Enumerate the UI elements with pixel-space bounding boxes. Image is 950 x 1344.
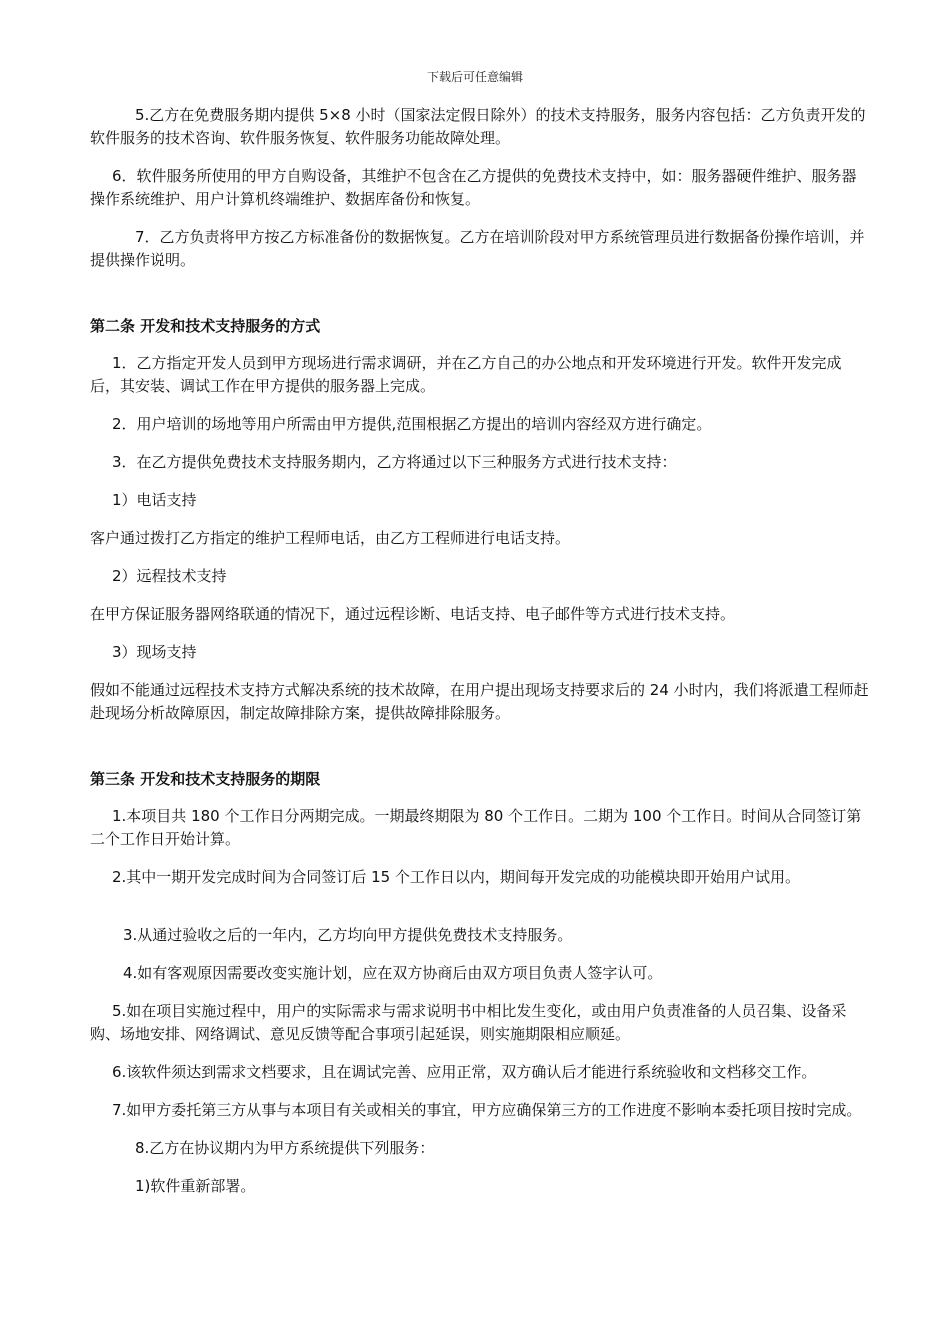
page-header: 下载后可任意编辑 <box>426 70 523 84</box>
section-3-item-6: 6.该软件须达到需求文档要求，且在调试完善、应用正常，双方确认后才能进行系统验收和文档移交工作。 <box>112 1063 817 1081</box>
remote-support-text: 在甲方保证服务器网络联通的情况下，通过远程诊断、电话支持、电子邮件等方式进行技术支持。 <box>90 605 736 623</box>
section-2-item-3: 3．在乙方提供免费技术支持服务期内，乙方将通过以下三种服务方式进行技术支持： <box>112 453 677 471</box>
section-3-item-7: 7.如甲方委托第三方从事与本项目有关或相关的事宜，甲方应确保第三方的工作进度不影响本委托项目按时完成。 <box>112 1101 862 1119</box>
section-3-item-8: 8.乙方在协议期内为甲方系统提供下列服务： <box>135 1139 435 1157</box>
section-2-item-2: 2．用户培训的场地等用户所需由甲方提供,范围根据乙方提出的培训内容经双方进行确定。 <box>112 415 712 433</box>
document-body <box>90 104 870 1213</box>
spacer <box>90 904 870 924</box>
paragraph-6: 6．软件服务所使用的甲方自购设备，其维护不包含在乙方提供的免费技术支持中，如：服务器硬件维护、服务器操作系统维护、用户计算机终端维护、数据库备份和恢复。 <box>90 167 857 208</box>
paragraph-5: 5.乙方在免费服务期内提供 5×8 小时（国家法定假日除外）的技术支持服务，服务内容包括：乙方负责开发的软件服务的技术咨询、软件服务恢复、软件服务功能故障处理。 <box>90 106 866 147</box>
onsite-support-title: 3）现场支持 <box>112 643 197 661</box>
section-2-item-1: 1．乙方指定开发人员到甲方现场进行需求调研，并在乙方自己的办公地点和开发环境进行开发。软件开发完成后，其安装、调试工作在甲方提供的服务器上完成。 <box>90 354 842 395</box>
remote-support-title: 2）远程技术支持 <box>112 567 227 585</box>
section-3-item-3: 3.从通过验收之后的一年内，乙方均向甲方提供免费技术支持服务。 <box>123 926 573 944</box>
onsite-support-text: 假如不能通过远程技术支持方式解决系统的技术故障，在用户提出现场支持要求后的 24 小时内，我们将派遣工程师赶赴现场分析故障原因，制定故障排除方案，提供故障排除服务。 <box>90 681 869 722</box>
section-3-heading: 第三条 开发和技术支持服务的期限 <box>90 770 321 788</box>
phone-support-title: 1）电话支持 <box>112 491 197 509</box>
section-3-item-2: 2.其中一期开发完成时间为合同签订后 15 个工作日以内，期间每开发完成的功能模块即开始用户试用。 <box>112 868 800 886</box>
paragraph-7: 7．乙方负责将甲方按乙方标准备份的数据恢复。乙方在培训阶段对甲方系统管理员进行数据备份操作培训，并提供操作说明。 <box>90 228 865 269</box>
section-2-heading: 第二条 开发和技术支持服务的方式 <box>90 317 321 335</box>
phone-support-text: 客户通过拨打乙方指定的维护工程师电话，由乙方工程师进行电话支持。 <box>90 529 571 547</box>
section-3-item-4: 4.如有客观原因需要改变实施计划，应在双方协商后由双方项目负责人签字认可。 <box>123 964 663 982</box>
section-3-item-5: 5.如在项目实施过程中，用户的实际需求与需求说明书中相比发生变化，或由用户负责准备的人员召集、设备采购、场地安排、网络调试、意见反馈等配合事项引起延误，则实施期限相应顺延。 <box>90 1002 847 1043</box>
section-3-item-1: 1.本项目共 180 个工作日分两期完成。一期最终期限为 80 个工作日。二期为 100 个工作日。时间从合同签订第二个工作日开始计算。 <box>90 807 862 848</box>
section-3-item-8-1: 1)软件重新部署。 <box>135 1177 256 1195</box>
